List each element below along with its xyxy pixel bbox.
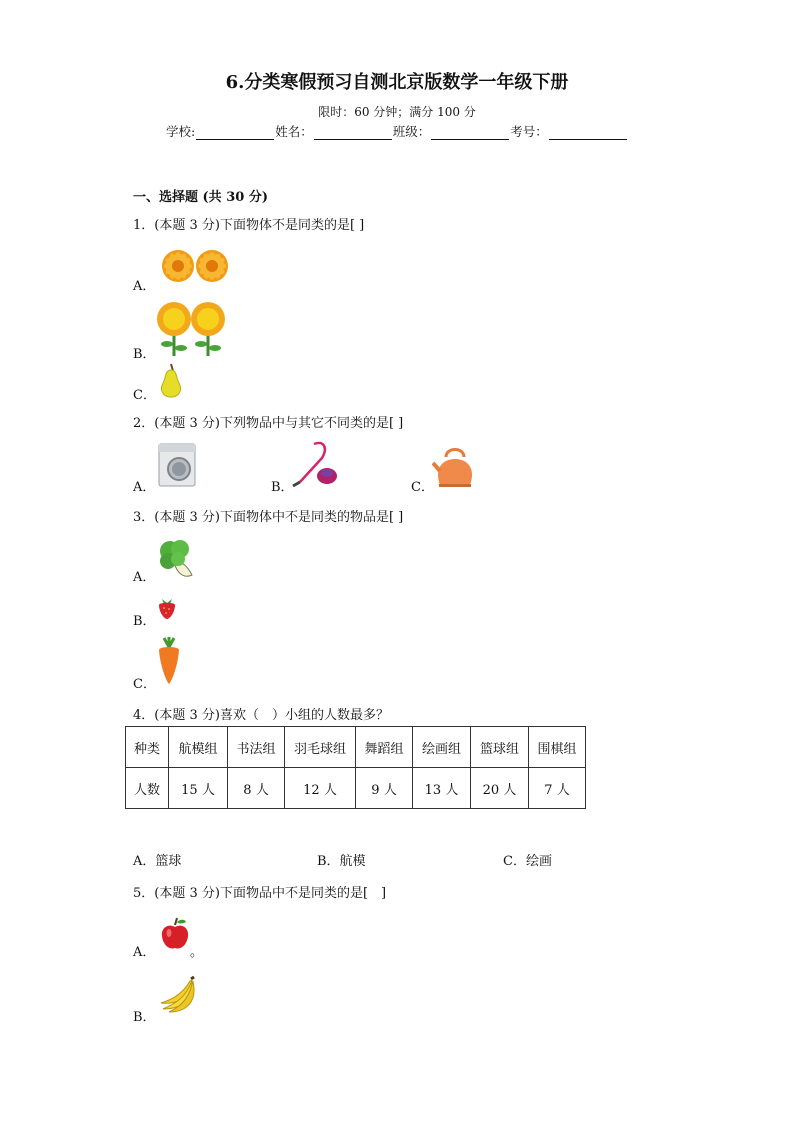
school-blank[interactable] xyxy=(196,126,274,140)
question-3-stem: 3．(本题 3 分)下面物体中不是同类的物品是[ ] xyxy=(133,510,404,525)
carrot-icon[interactable] xyxy=(156,637,182,685)
question-5-stem: 5．(本题 3 分)下面物品中不是同类的是[ ] xyxy=(133,886,387,901)
q3-option-b-label[interactable]: B． xyxy=(133,614,156,629)
table-row xyxy=(126,727,586,768)
q4-option-c[interactable]: C．绘画 xyxy=(503,854,552,869)
exam-number-label: 考号： xyxy=(510,124,548,139)
q2-option-a-label[interactable]: A． xyxy=(133,480,156,495)
table-cell: 8 人 xyxy=(228,768,285,809)
class-blank[interactable] xyxy=(431,126,509,140)
table-cell: 书法组 xyxy=(228,727,285,768)
q4-option-b[interactable]: B．航模 xyxy=(317,854,366,869)
question-1-stem: 1．(本题 3 分)下面物体不是同类的是[ ] xyxy=(133,218,365,233)
table-cell: 13 人 xyxy=(413,768,471,809)
table-row xyxy=(126,768,586,809)
marigold-flowers-icon[interactable] xyxy=(160,248,232,284)
name-label: 姓名： xyxy=(275,124,313,139)
table-cell: 20 人 xyxy=(471,768,529,809)
table-cell: 7 人 xyxy=(529,768,586,809)
exam-number-blank[interactable] xyxy=(549,126,627,140)
cabbage-icon[interactable] xyxy=(156,537,196,579)
apple-icon[interactable] xyxy=(160,917,190,951)
name-blank[interactable] xyxy=(314,126,392,140)
vacuum-cleaner-icon[interactable] xyxy=(292,438,338,488)
question-4-stem: 4．(本题 3 分)喜欢（ ）小组的人数最多？ xyxy=(133,708,389,723)
sunflowers-icon[interactable] xyxy=(156,302,228,356)
kettle-icon[interactable] xyxy=(432,445,478,489)
school-label: 学校: xyxy=(166,124,196,139)
question-2-stem: 2．(本题 3 分)下列物品中与其它不同类的是[ ] xyxy=(133,416,404,431)
pear-icon[interactable] xyxy=(156,362,186,398)
q1-option-c-label[interactable]: C． xyxy=(133,388,156,403)
table-cell: 绘画组 xyxy=(413,727,471,768)
q4-option-a[interactable]: A．篮球 xyxy=(133,854,182,869)
q5-option-a-suffix: 。 xyxy=(190,945,204,960)
table-cell: 航模组 xyxy=(169,727,228,768)
q2-option-b-label[interactable]: B． xyxy=(271,480,294,495)
group-count-table xyxy=(125,726,586,809)
q1-option-a-label[interactable]: A． xyxy=(133,279,156,294)
table-cell: 篮球组 xyxy=(471,727,529,768)
page-title: 6.分类寒假预习自测北京版数学一年级下册 xyxy=(225,72,569,93)
section-heading: 一、选择题 (共 30 分) xyxy=(133,190,268,205)
q5-option-a-label[interactable]: A． xyxy=(133,945,156,960)
table-cell: 种类 xyxy=(126,727,169,768)
table-cell: 12 人 xyxy=(285,768,356,809)
exam-subtitle: 限时：60 分钟；满分 100 分 xyxy=(318,105,476,119)
table-cell: 人数 xyxy=(126,768,169,809)
q3-option-c-label[interactable]: C． xyxy=(133,677,156,692)
table-cell: 9 人 xyxy=(356,768,413,809)
q5-option-b-label[interactable]: B． xyxy=(133,1010,156,1025)
table-cell: 舞蹈组 xyxy=(356,727,413,768)
table-cell: 羽毛球组 xyxy=(285,727,356,768)
washing-machine-icon[interactable] xyxy=(157,442,197,488)
bananas-icon[interactable] xyxy=(157,975,199,1013)
table-cell: 围棋组 xyxy=(529,727,586,768)
q1-option-b-label[interactable]: B． xyxy=(133,347,156,362)
q2-option-c-label[interactable]: C． xyxy=(411,480,434,495)
class-label: 班级： xyxy=(392,124,431,139)
table-cell: 15 人 xyxy=(169,768,228,809)
strawberry-icon[interactable] xyxy=(156,595,178,621)
q3-option-a-label[interactable]: A． xyxy=(133,570,156,585)
student-info-row xyxy=(166,122,628,140)
